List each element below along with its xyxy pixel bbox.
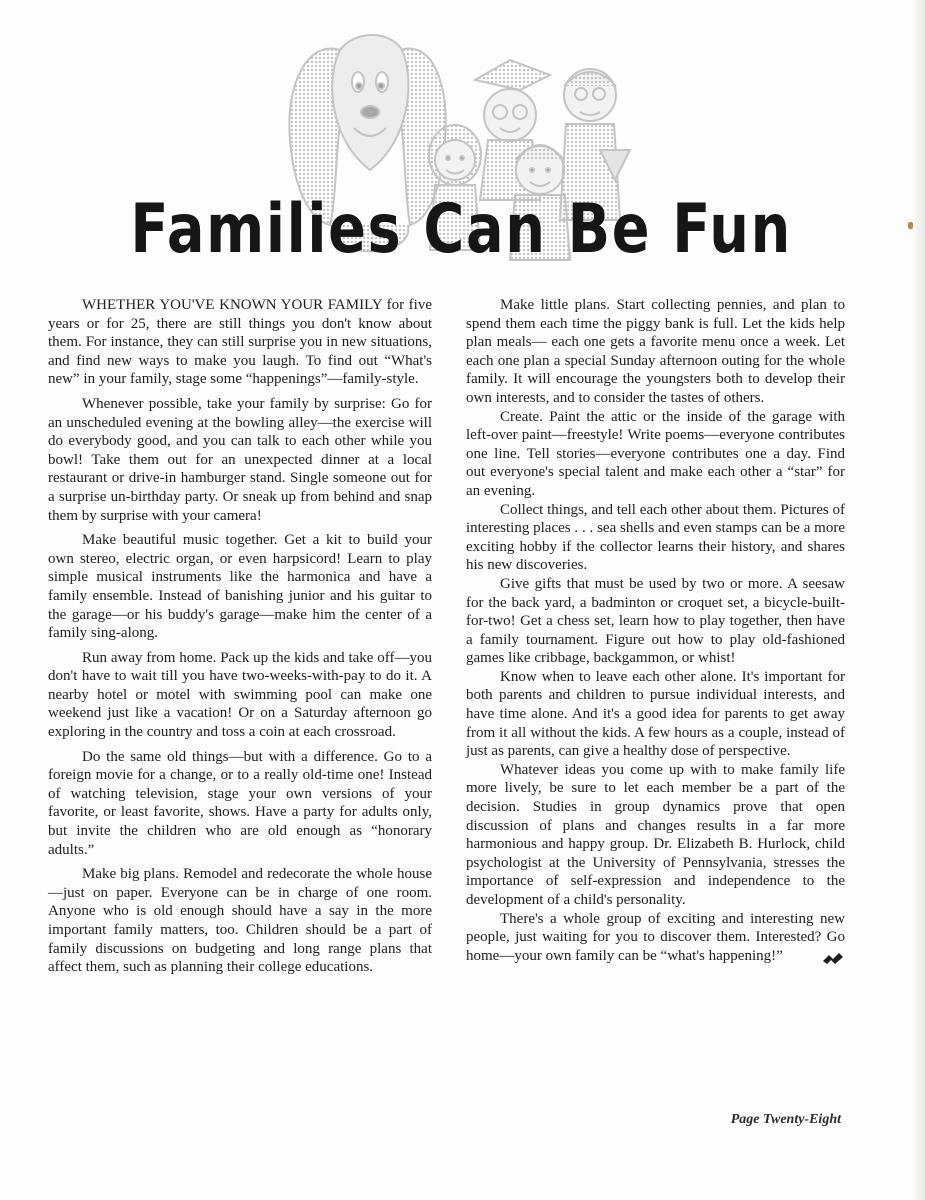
page-edge-shadow [911, 0, 925, 1200]
paragraph-little-plans: Make little plans. Start collecting pennies, and plan to spend them each time the piggy bank is full. Let the kids help plan meals— each one gets a favorite menu once a week. Let each one plan a special Sunday afternoon outing for the whole family. It will encourage the youngsters both to develop their own interests, and to consider the tastes of others. [466, 297, 845, 406]
paragraph-big-plans: Make big plans. Remodel and redecorate the whole house—just on paper. Everyone can be in charge of one room. Anyone who is old enough should have a say in the more important family matters, too. Children should be a part of family discussions on budgeting and long range plans that affect them, such as planning their college educations. [48, 866, 432, 976]
paragraph-create: Create. Paint the attic or the inside of the garage with left-over paint—freestyle! Write poems—everyone contributes one line. Tell stories—everyone contributes one a day. Find out everyone's special talent and make each other a “star” for an evening. [466, 408, 845, 499]
paragraph-closing [466, 910, 845, 966]
page-number: Page Twenty-Eight [730, 1112, 841, 1127]
paragraph-ideas: Whatever ideas you come up with to make family life more lively, be sure to let each member be a part of the decision. Studies in group dynamics prove that open discussion of plans and changes results in a far more harmonious and happy group. Dr. Elizabeth B. Hurlock, child psychologist at the University of Pennsylvania, stresses the importance of self-expression and independence to the development of a child's personality. [466, 761, 845, 908]
paragraph-intro: WHETHER YOU'VE KNOWN YOUR FAMILY for five years or for 25, there are still things you don't know about them. For instance, they can still surprise you in new situations, and find new ways to make you laugh. To find out “What's new” in your family, stage some “happenings”—family-style. [48, 297, 432, 388]
paper-speck [908, 222, 913, 229]
paragraph-old-things: Do the same old things—but with a difference. Go to a foreign movie for a change, or to a really old-time one! Instead of watching television, stage your own versions of your favorite, or least favorite, shows. Have a party for adults only, but invite the children who are old enough as “honorary adults.” [48, 748, 432, 858]
paragraph-alone: Know when to leave each other alone. It's important for both parents and children to pursue individual interests, and have time alone. And it's a good idea for parents to get away from it all without the kids. A few hours as a couple, instead of just as parents, can give a healthy dose of perspective. [466, 668, 845, 760]
paragraph-run-away: Run away from home. Pack up the kids and take off—you don't have to wait till you have two-weeks-with-pay to do it. A nearby hotel or motel with swimming pool can make one weekend just like a vacation! Or on a Saturday afternoon go exploring in the country and toss a coin at each crossroad. [48, 649, 432, 741]
paragraph-gifts: Give gifts that must be used by two or more. A seesaw for the back yard, a badminton or croquet set, a bicycle-built-for-two! Get a chess set, learn how to play together, then have a family tournament. Figure out how to play old-fashioned games like cribbage, backgammon, or whist! [466, 575, 845, 667]
end-mark-icon [821, 951, 845, 965]
paragraph-music: Make beautiful music together. Get a kit to build your own stereo, electric organ, or even harpsicord! Learn to play simple musical instruments like the harmonica and have a family ensemble. Instead of banishing junior and his guitar to the garage—or his buddy's garage—make him the center of a family sing-along. [48, 532, 432, 642]
left-text-column [48, 296, 432, 983]
closing-text: There's a whole group of exciting and interesting new people, just waiting for you to discover them. Interested? Go home—your own family can be “what's happening!” [466, 910, 845, 964]
paragraph-surprise: Whenever possible, take your family by surprise: Go for an unscheduled evening at the bowling alley—the exercise will do everybody good, and you can talk to each other while you bowl! Take them out for an unexpected dinner at a local restaurant or drive-in hamburger stand. Single someone out for a surprise un-birthday party. Or sneak up from behind and snap them by surprise with your camera! [48, 395, 432, 524]
paragraph-collect: Collect things, and tell each other about them. Pictures of interesting places . . . sea shells and even stamps can be a more exciting hobby if the collector learns their history, and shares his new discoveries. [466, 501, 845, 574]
right-text-column [466, 296, 845, 965]
page-title: Families Can Be Fun [130, 190, 792, 269]
